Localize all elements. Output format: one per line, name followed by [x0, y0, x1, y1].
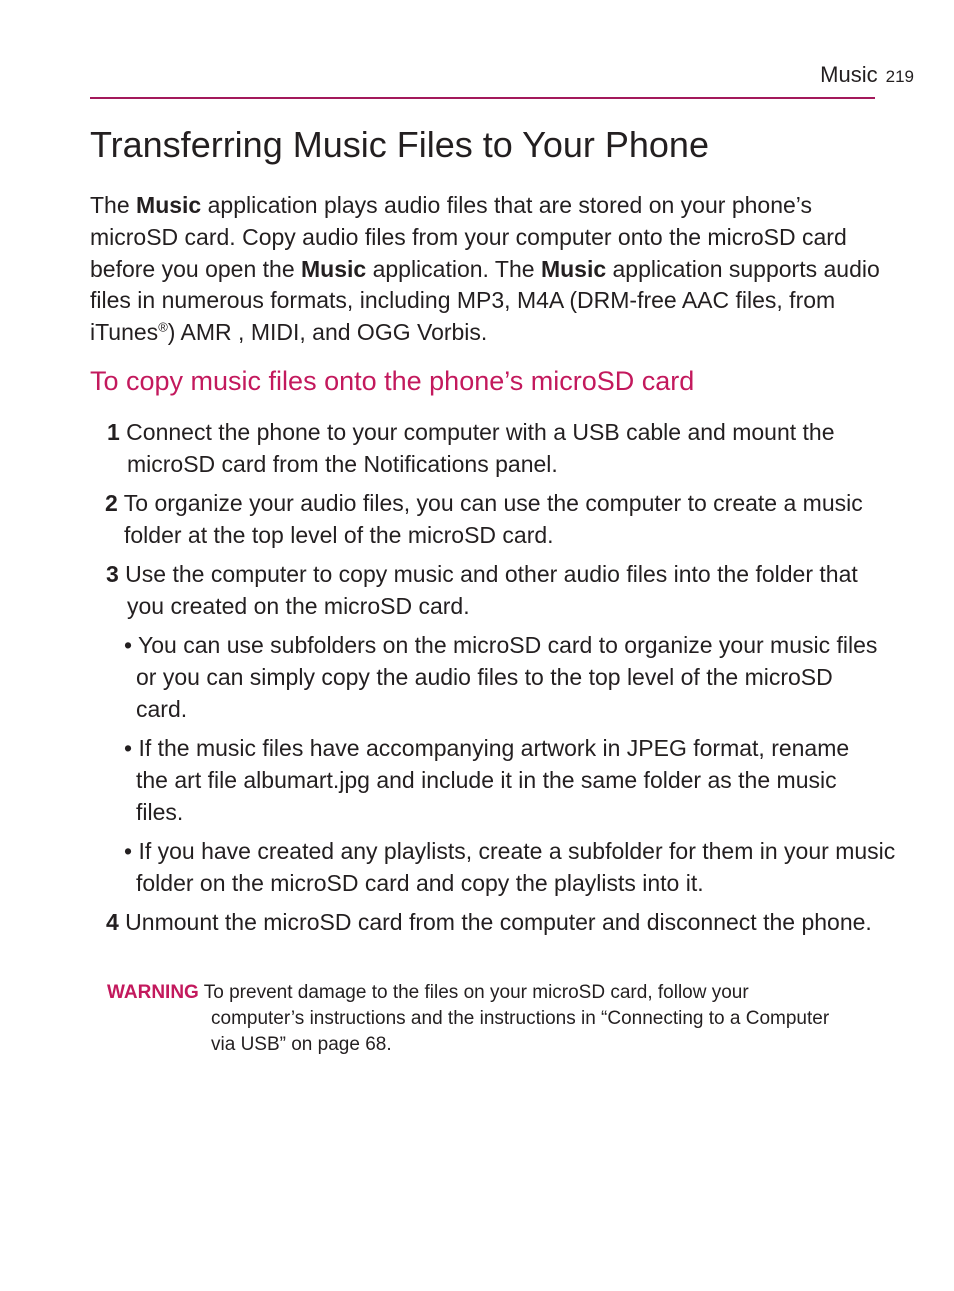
step-text: To organize your audio files, you can use the computer to create a music folder at the top level of the microSD card. [117, 490, 863, 548]
app-name-music: Music [540, 255, 607, 282]
intro-text-2: application plays audio files that are stored on your phone’s microSD card. Copy audio files from your computer onto the microSD card before you open the [90, 192, 847, 282]
intro-text-1: The [90, 192, 137, 218]
warning-note [107, 980, 847, 1058]
header-rule [90, 97, 875, 99]
page-number: 219 [885, 67, 914, 86]
step-item [105, 488, 884, 552]
step-number: 4 [106, 909, 119, 935]
intro-text-5: ) AMR , MIDI, and OGG Vorbis. [167, 319, 488, 346]
bullet-item: • If the music files have accompanying artwork in JPEG format, rename the art file albumart.jpg and include it in the same folder as the music files. [124, 735, 850, 825]
section-name: Music [820, 62, 878, 87]
page-header [820, 62, 914, 88]
step-text: Unmount the microSD card from the computer and disconnect the phone. [118, 909, 872, 935]
app-name-music: Music [136, 192, 202, 218]
warning-label: WARNING [107, 982, 199, 1003]
step-number: 3 [106, 561, 119, 587]
step-item [106, 907, 880, 939]
intro-paragraph [90, 190, 880, 349]
step-item [107, 417, 887, 481]
step-number: 1 [107, 419, 120, 445]
step-item [106, 559, 897, 623]
bullet-item: • You can use subfolders on the microSD card to organize your music files or you can simply copy the audio files to the top level of the microSD card. [124, 632, 878, 722]
step-text: Use the computer to copy music and other audio files into the folder that you created on the microSD card. [118, 561, 858, 619]
page-title: Transferring Music Files to Your Phone [90, 124, 709, 165]
warning-text: To prevent damage to the files on your microSD card, follow your computer’s instructions and the instructions in “Connecting to a Computer via USB” on page 68. [198, 982, 830, 1055]
section-subheading: To copy music files onto the phone’s microSD card [90, 366, 695, 396]
intro-text-3: application. The [366, 255, 541, 282]
bullet-item: • If you have created any playlists, create a subfolder for them in your music folder on the microSD card and copy the playlists into it. [124, 838, 896, 896]
app-name-music: Music [301, 255, 367, 282]
intro-text-4: application supports audio files in numerous formats, including MP3, M4A (DRM-free AAC files, from iTunes [90, 255, 880, 346]
step-number: 2 [105, 490, 118, 516]
registered-mark: ® [158, 319, 168, 335]
step-text: Connect the phone to your computer with a USB cable and mount the microSD card from the Notifications panel. [119, 419, 835, 477]
